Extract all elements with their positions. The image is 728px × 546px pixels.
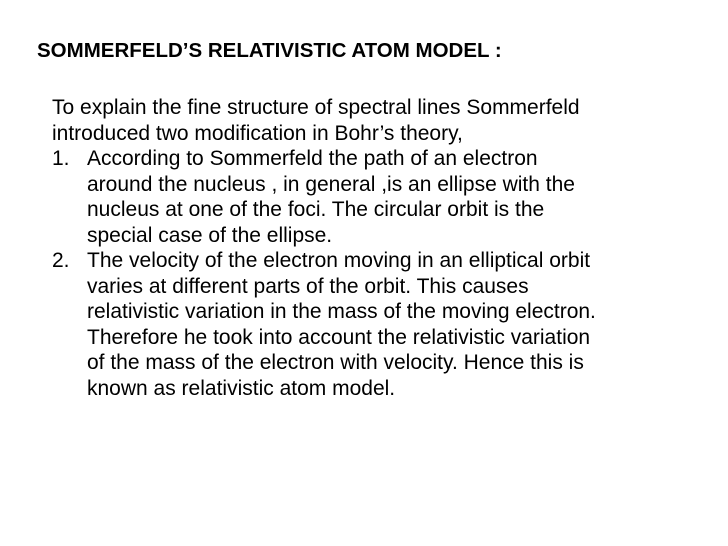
list-item-line: of the mass of the electron with velocity. Hence this is bbox=[87, 351, 584, 374]
list-item-line: special case of the ellipse. bbox=[87, 223, 333, 247]
numbered-list bbox=[52, 146, 712, 401]
list-item bbox=[52, 146, 712, 248]
intro-line: introduced two modification in Bohr’s theory, bbox=[52, 121, 463, 145]
list-item-line: known as relativistic atom model. bbox=[87, 376, 396, 400]
list-item-line: The velocity of the electron moving in an elliptical orbit bbox=[87, 249, 591, 272]
list-item-number: 2. bbox=[52, 249, 70, 272]
list-item bbox=[52, 248, 712, 401]
list-item-number: 1. bbox=[52, 147, 70, 170]
list-item-line: nucleus at one of the foci. The circular orbit is the bbox=[87, 198, 545, 221]
intro-paragraph bbox=[52, 95, 712, 146]
intro-line: To explain the fine structure of spectral lines Sommerfeld bbox=[52, 96, 580, 119]
list-item-line: Therefore he took into account the relativistic variation bbox=[87, 325, 591, 349]
list-item-line: around the nucleus , in general ,is an ellipse with the bbox=[87, 172, 575, 196]
slide-title: SOMMERFELD’S RELATIVISTIC ATOM MODEL : bbox=[37, 39, 502, 62]
list-item-line: varies at different parts of the orbit. This causes bbox=[87, 274, 529, 298]
list-item-line: According to Sommerfeld the path of an electron bbox=[87, 147, 538, 170]
slide-body bbox=[52, 95, 712, 401]
list-item-line: relativistic variation in the mass of the moving electron. bbox=[87, 300, 596, 323]
